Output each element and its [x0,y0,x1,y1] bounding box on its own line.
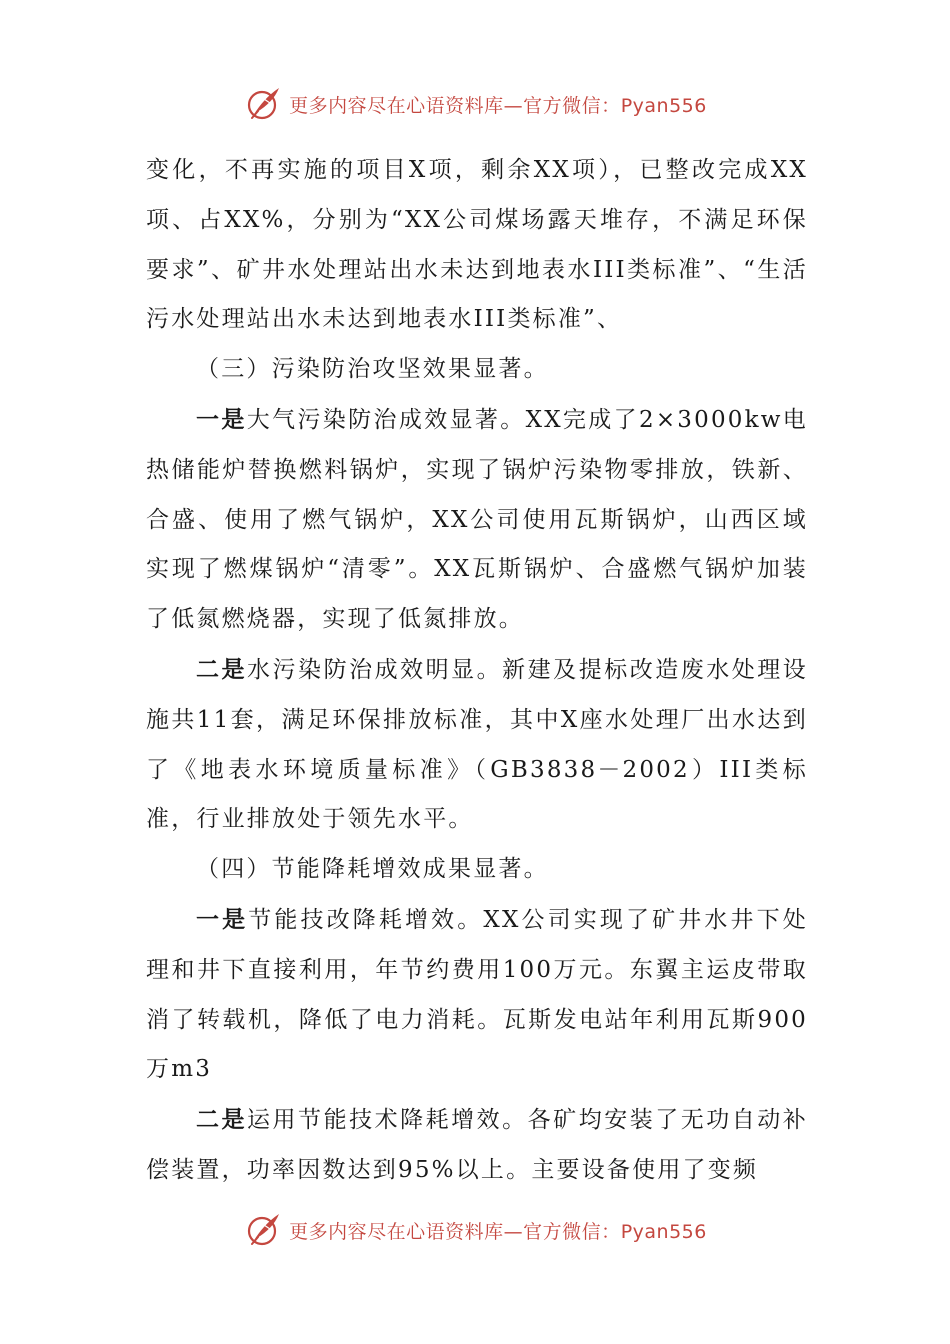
watermark-title: 更多内容尽在心语资料库 [289,1220,504,1243]
watermark-account: Pyan556 [620,94,707,117]
paragraph-water-pollution [146,645,808,845]
watermark-separator: — [503,94,524,117]
paragraph-text: 水污染防治成效明显。新建及提标改造废水处理设施共11套，满足环保排放标准，其中X座水处理厂出水达到了《地表水环境质量标准》（GB3838－2002）III类标准，行业排放处于领先水平。 [146,656,808,833]
header-watermark [0,82,950,126]
paragraph-energy-tech [146,1095,808,1196]
paragraph-text: 节能技改降耗增效。XX公司实现了矿井水井下处理和井下直接利用，年节约费用100万元。东翼主运皮带取消了转载机，降低了电力消耗。瓦斯发电站年利用瓦斯900万m3 [146,906,808,1083]
lead-phrase: 一是 [196,405,247,433]
lead-phrase: 二是 [196,655,248,683]
watermark-account: Pyan556 [620,1220,707,1243]
lead-phrase: 一是 [196,905,249,933]
watermark-suffix: 官方微信： [523,1220,621,1243]
document-body [146,146,808,1196]
quill-logo-icon [243,1210,283,1250]
paragraph-text: 大气污染防治成效显著。XX完成了2×3000kw电热储能炉替换燃料锅炉，实现了锅炉污染物零排放，铁新、合盛、使用了燃气锅炉，XX公司使用瓦斯锅炉，山西区域实现了燃煤锅炉“清零”。XX瓦斯锅炉、合盛燃气锅炉加装了低氮燃烧器，实现了低氮排放。 [146,406,809,633]
watermark-text [289,91,707,118]
paragraph-air-pollution [146,395,808,645]
watermark-suffix: 官方微信： [523,94,621,117]
watermark-title: 更多内容尽在心语资料库 [289,94,504,117]
paragraph-energy-retrofit [146,895,808,1095]
footer-watermark [0,1208,950,1252]
watermark-text [289,1217,707,1244]
paragraph-text: 运用节能技术降耗增效。各矿均安装了无功自动补偿装置，功率因数达到95%以上。主要设备使用了变频 [146,1107,808,1183]
watermark-separator: — [503,1220,524,1243]
paragraph-continuation: 变化，不再实施的项目X项，剩余XX项），已整改完成XX项、占XX%，分别为“XX公司煤场露天堆存，不满足环保要求”、矿井水处理站出水未达到地表水III类标准”、“生活污水处理站出水未达到地表水III类标准”、 [146,157,808,333]
lead-phrase: 二是 [196,1106,248,1134]
section-heading-3: （三）污染防治攻坚效果显著。 [196,356,549,383]
quill-logo-icon [243,84,283,124]
section-heading-4: （四）节能降耗增效成果显著。 [196,856,549,883]
